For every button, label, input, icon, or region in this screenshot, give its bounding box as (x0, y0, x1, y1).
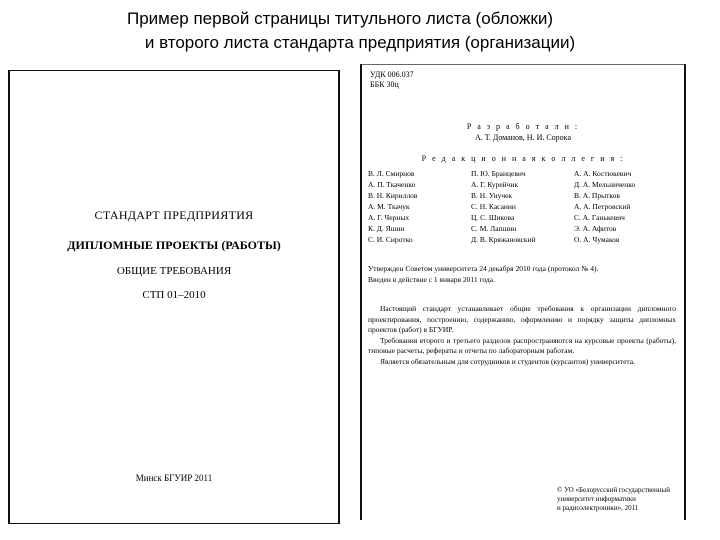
board-member: А. А. Петровский (574, 202, 631, 211)
board-member: Ц. С. Шикова (471, 213, 515, 222)
editorial-board (368, 168, 678, 245)
udk-code: УДК 006.037 (370, 70, 414, 79)
cover-requirements: ОБЩИЕ ТРЕБОВАНИЯ (116, 265, 232, 277)
page-top-border (360, 64, 686, 65)
copyright-line: и радиоэлектроники», 2011 (557, 504, 639, 512)
cover-footer: Минск БГУИР 2011 (135, 473, 213, 483)
approved-line: Утвержден Советом университета 24 декабря 2010 года (протокол № 4). (368, 264, 599, 273)
board-member: А. М. Ткачук (368, 202, 410, 211)
board-member: В. А. Прытков (574, 191, 620, 200)
description-paragraph: Является обязательным для сотрудников и студентов (курсантов) университета. (380, 356, 635, 366)
board-member: С. Н. Касанин (471, 202, 516, 211)
board-member: К. Д. Яшин (368, 224, 405, 233)
board-row (368, 179, 678, 190)
board-row (368, 190, 678, 201)
second-page (360, 64, 686, 520)
board-row (368, 234, 678, 245)
board-heading: Р е д а к ц и о н н а я к о л л е г и я : (421, 154, 625, 163)
board-row (368, 201, 678, 212)
board-member: П. Ю. Бранцевич (471, 169, 526, 178)
board-member: А. П. Ткаченко (368, 180, 416, 189)
cover-standard-label: СТАНДАРТ ПРЕДПРИЯТИЯ (94, 208, 254, 222)
board-member: Д. А. Мельниченко (574, 180, 636, 189)
description-paragraph: Требования второго и третьего разделов распространяются на курсовые проекты (работы), типовые расчеты, рефераты и отчеты по лабораторным работам. (368, 335, 676, 355)
slide-title-line2: и второго листа стандарта предприятия (организации) (144, 33, 576, 52)
cover-code: СТП 01–2010 (142, 289, 206, 301)
standard-description (368, 304, 676, 367)
board-member: Д. В. Кряжановский (471, 235, 536, 244)
developed-heading: Р а з р а б о т а л и : (466, 122, 580, 131)
board-row (368, 212, 678, 223)
copyright-line: университет информатики (557, 495, 636, 503)
board-member: С. А. Ганькевич (574, 213, 625, 222)
copyright-block (557, 486, 681, 513)
board-member: А. А. Костюкевич (574, 169, 632, 178)
board-row (368, 168, 678, 179)
slide-title-line1: Пример первой страницы титульного листа (обложки) (126, 9, 553, 28)
board-row (368, 223, 678, 234)
udk-block (370, 70, 414, 90)
board-member: В. Л. Смирнов (368, 169, 415, 178)
board-member: В. Н. Унучек (471, 191, 513, 200)
board-member: С. М. Лапшин (471, 224, 517, 233)
board-member: А. Г. Курейчик (471, 180, 519, 189)
cover-main-title: ДИПЛОМНЫЕ ПРОЕКТЫ (РАБОТЫ) (67, 238, 281, 252)
copyright-line: © УО «Белорусский государственный (557, 486, 670, 494)
board-member: Э. А. Афитов (574, 224, 617, 233)
board-member: О. А. Чумаков (574, 235, 620, 244)
board-member: В. Н. Кириллов (368, 191, 418, 200)
approval-block (368, 263, 678, 285)
description-paragraph: Настоящий стандарт устанавливает общие требования к организации дипломного проектирования, построению, содержанию, оформлению и порядку защиты дипломных проектов (работ) в БГУИР. (368, 304, 676, 334)
effective-line: Введен в действие с 1 января 2011 года. (368, 275, 495, 284)
board-member: А. Г. Черных (368, 213, 410, 222)
cover-page (8, 70, 340, 524)
board-member: С. И. Сиротко (368, 235, 413, 244)
bbk-code: ББК 30ц (370, 80, 399, 89)
developers: А. Т. Доманов, Н. И. Сорока (475, 133, 571, 142)
